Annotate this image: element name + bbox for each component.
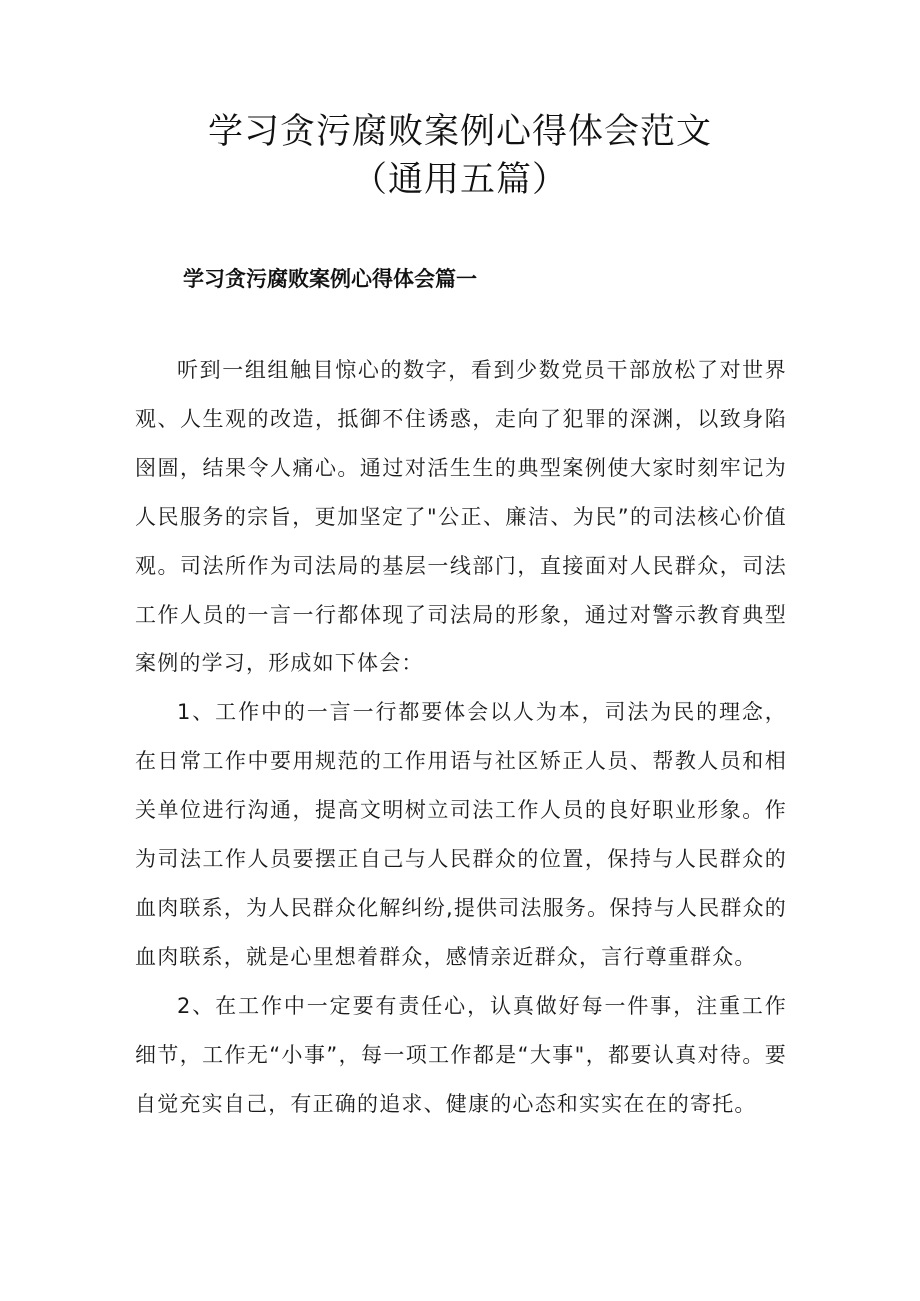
document-title-line2: （通用五篇） xyxy=(351,160,568,200)
document-body xyxy=(135,346,787,1129)
body-paragraph-intro: 听到一组组触目惊心的数字，看到少数党员干部放松了对世界观、人生观的改造，抵御不住诱惑，走向了犯罪的深渊，以致身陷囹圄，结果令人痛心。通过对活生生的典型案例使大家时刻牢记为人民服务的宗旨，更加坚定了"公正、廉洁、为民”的司法核心价值观。司法所作为司法局的基层一线部门，直接面对人民群众，司法工作人员的一言一行都体现了司法局的形象，通过对警示教育典型案例的学习，形成如下体会： xyxy=(135,358,787,676)
document-title-line1: 学习贪污腐败案例心得体会范文 xyxy=(207,112,712,152)
section-heading: 学习贪污腐败案例心得体会篇一 xyxy=(183,267,477,291)
body-paragraph-point-1: 1、工作中的一言一行都要体会以人为本，司法为民的理念，在日常工作中要用规范的工作用语与社区矫正人员、帮教人员和相关单位进行沟通，提高文明树立司法工作人员的良好职业形象。作为司法工作人员要摆正自己与人民群众的位置，保持与人民群众的血肉联系，为人民群众化解纠纷,提供司法服务。保持与人民群众的血肉联系，就是心里想着群众，感情亲近群众，言行尊重群众。 xyxy=(135,700,787,969)
body-paragraph-point-2: 2、在工作中一定要有责任心，认真做好每一件事，注重工作细节，工作无“小事”，每一项工作都是“大事"，都要认真对待。要自觉充实自己，有正确的追求、健康的心态和实实在在的寄托。 xyxy=(135,993,787,1116)
